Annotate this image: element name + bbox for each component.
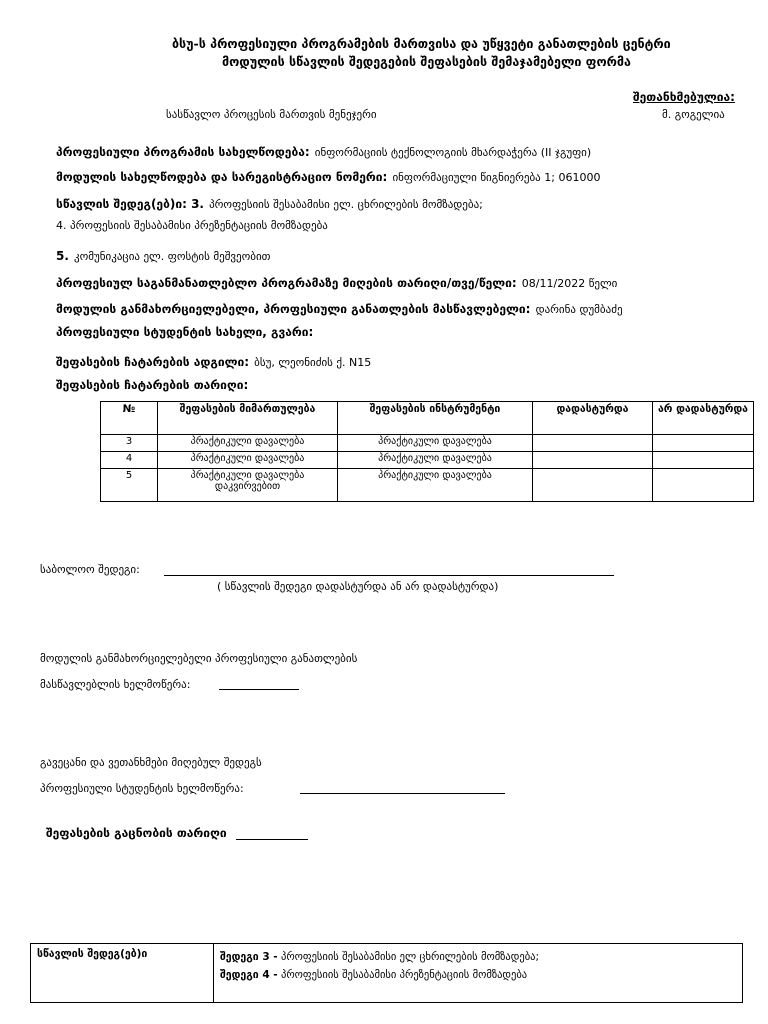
footer-outcome-3-text: პროფესიის შესაბამისი ელ ცხრილების მომზადება; (280, 951, 539, 963)
footer-outcome-3 (220, 948, 736, 966)
teacher-value: დარინა დუმბაძე (535, 303, 623, 316)
student-signature-line[interactable] (300, 793, 505, 794)
header-not-confirmed: არ დადასტურდა (653, 402, 754, 435)
student-label: პროფესიული სტუდენტის სახელი, გვარი: (56, 325, 314, 339)
header-number: № (101, 402, 158, 435)
place-value: ბსუ, ლეონიძის ქ. N15 (254, 356, 372, 369)
footer-outcome-4-text: პროფესიის შესაბამისი პრეზენტაციის მომზადება (280, 969, 528, 981)
final-result-label: საბოლოო შედეგი: (40, 563, 140, 576)
outcomes-label: სწავლის შედეგ(ებ)ი: 3. (56, 197, 204, 211)
table-row (101, 452, 754, 469)
row-instrument: პრაქტიკული დავალება (338, 435, 533, 452)
acquaint-date-line[interactable] (236, 839, 308, 840)
admission-row (56, 272, 617, 291)
teacher-label: მოდულის განმახორციელებელი, პროფესიული განათლების მასწავლებელი: (56, 302, 531, 316)
admission-value: 08/11/2022 წელი (521, 277, 618, 290)
evaluation-table (100, 401, 754, 502)
row-number: 3 (101, 435, 158, 452)
program-label: პროფესიული პროგრამის სახელწოდება: (56, 145, 310, 159)
footer-outcome-4-label: შედეგი 4 - (220, 969, 278, 981)
table-header-row (101, 402, 754, 435)
header-line-1: ბსუ-ს პროფესიული პროგრამების მართვისა და უწყვეტი განათლების ცენტრი (172, 36, 671, 51)
approval-role: სასწავლო პროცესის მართვის მენეჯერი (166, 108, 377, 121)
acquaint-date-label: შეფასების გაცნობის თარიღი (46, 826, 227, 840)
teacher-row (56, 298, 623, 317)
row-number: 5 (101, 469, 158, 502)
footer-outcomes-list (214, 944, 743, 1003)
teacher-signature-label: მასწავლებლის ხელმოწერა: (40, 678, 191, 691)
module-label: მოდულის სახელწოდება და სარეგისტრაციო ნომერი: (56, 170, 388, 184)
row-not-confirmed-cell[interactable] (653, 435, 754, 452)
student-agreement-text: გავეცანი და ვეთანხმები მიღებულ შედეგს (40, 756, 262, 769)
teacher-signature-line-1: მოდულის განმახორციელებელი პროფესიული განათლების (40, 652, 358, 665)
footer-row (31, 944, 743, 1003)
footer-outcomes-label: სწავლის შედეგ(ებ)ი (31, 944, 214, 1003)
outcome-5-number: 5. (56, 249, 69, 263)
header-confirmed: დადასტურდა (533, 402, 653, 435)
outcomes-row (56, 193, 483, 212)
header-instrument: შეფასების ინსტრუმენტი (338, 402, 533, 435)
student-signature-label: პროფესიული სტუდენტის ხელმოწერა: (40, 782, 244, 795)
date-label: შეფასების ჩატარების თარიღი: (56, 378, 249, 392)
footer-outcome-4 (220, 966, 736, 984)
place-row (56, 351, 371, 370)
row-confirmed-cell[interactable] (533, 452, 653, 469)
program-row (56, 141, 591, 160)
final-result-note: ( სწავლის შედეგი დადასტურდა ან არ დადასტურდა) (217, 580, 499, 593)
place-label: შეფასების ჩატარების ადგილი: (56, 355, 250, 369)
row-direction: პრაქტიკული დავალება (158, 452, 338, 469)
outcome-4: 4. პროფესიის შესაბამისი პრეზენტაციის მომზადება (56, 219, 328, 232)
row-not-confirmed-cell[interactable] (653, 452, 754, 469)
module-value: ინფორმაციული წიგნიერება 1; 061000 (392, 171, 601, 184)
row-confirmed-cell[interactable] (533, 435, 653, 452)
row-number: 4 (101, 452, 158, 469)
approval-name: მ. გოგელია (662, 108, 725, 121)
row-direction: პრაქტიკული დავალება (158, 435, 338, 452)
table-row (101, 469, 754, 502)
row-direction: პრაქტიკული დავალება დაკვირვებით (158, 469, 338, 502)
module-row (56, 166, 600, 185)
final-result-line[interactable] (164, 575, 614, 576)
outcome-5-row (56, 245, 270, 264)
outcome-5: კომუნიკაცია ელ. ფოსტის მეშვეობით (74, 250, 271, 263)
admission-label: პროფესიულ საგანმანათლებლო პროგრამაზე მიღების თარიღი/თვე/წელი: (56, 276, 517, 290)
table-row (101, 435, 754, 452)
footer-outcomes-table (30, 943, 743, 1003)
row-not-confirmed-cell[interactable] (653, 469, 754, 502)
row-confirmed-cell[interactable] (533, 469, 653, 502)
header-line-2: მოდულის სწავლის შედეგების შეფასების შემაჯამებელი ფორმა (222, 54, 631, 69)
footer-outcome-3-label: შედეგი 3 - (220, 951, 278, 963)
row-instrument: პრაქტიკული დავალება (338, 469, 533, 502)
row-instrument: პრაქტიკული დავალება (338, 452, 533, 469)
header-direction: შეფასების მიმართულება (158, 402, 338, 435)
teacher-signature-line[interactable] (219, 689, 299, 690)
program-value: ინფორმაციის ტექნოლოგიის მხარდაჭერა (II ჯგუფი) (314, 146, 592, 159)
approval-label: შეთანხმებულია: (633, 90, 735, 104)
outcome-3: პროფესიის შესაბამისი ელ. ცხრილების მომზადება; (209, 198, 483, 211)
